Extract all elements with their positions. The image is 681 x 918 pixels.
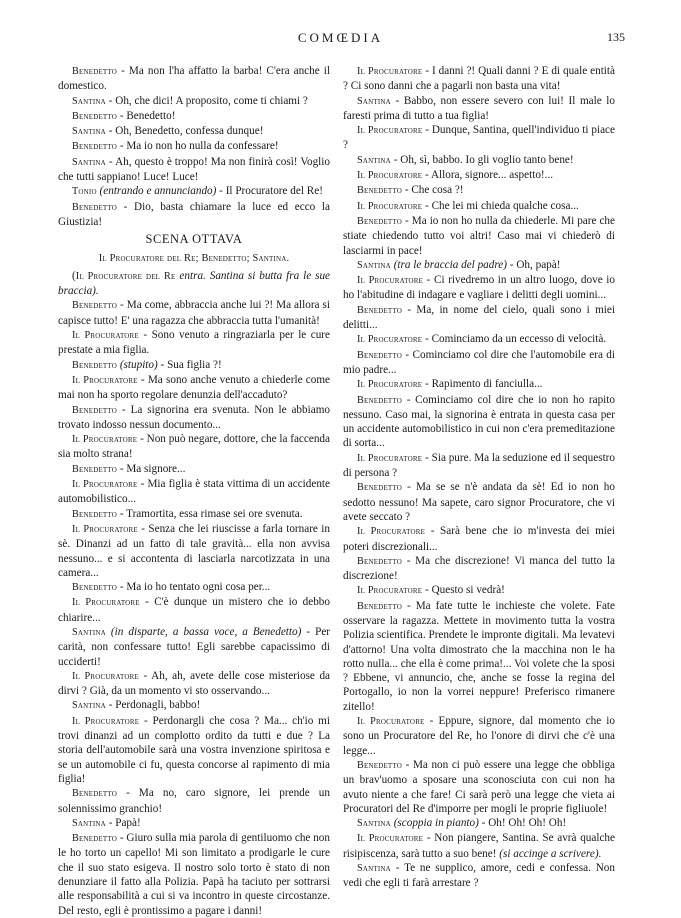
dialogue-line: Il Procuratore - Sarà bene che io m'investa dei miei poteri discrezionali... <box>343 525 615 553</box>
dialogue-line: Santina - Perdonagli, babbo! <box>72 699 201 712</box>
dialogue-line: Santina (in disparte, a bassa voce, a Benedetto) - Per carità, non confessare tutto! Egli sarebbe capacissimo di ucciderti! <box>58 625 331 668</box>
dialogue-text: Oh! Oh! Oh! Oh! <box>488 817 567 830</box>
stage-direction: (stupito) <box>119 358 158 371</box>
speaker-name: Santina <box>357 154 391 166</box>
speaker-name: Benedetto <box>72 359 118 371</box>
dialogue-line: Tonio (entrando e annunciando) - Il Procuratore del Re! <box>72 185 323 198</box>
dialogue-text: Sia pure. Ma la seduzione ed il sequestro di persona ? <box>343 451 615 480</box>
speaker-name: Benedetto <box>357 482 403 494</box>
dialogue-text: Ma che discrezione! Vi manca del tutto la discrezione! <box>343 554 615 583</box>
dialogue-text: Benedetto! <box>126 109 176 122</box>
dialogue-text: Ma sono anche venuto a chiederle come mai non ha sporto regolare denunzia dell'accaduto? <box>58 373 330 402</box>
dialogue-line: Benedetto - Ma che discrezione! Vi manca del tutto la discrezione! <box>343 554 615 583</box>
dialogue-text: Ma come, abbraccia anche lui ?! Ma allora si capisce tutto! E' una ragazza che abbraccia tutta l'umanità! <box>58 299 330 327</box>
dialogue-line: Benedetto - Ma io non ho nulla da confessare! <box>72 140 279 153</box>
stage-direction: (entrando e annunciando) <box>99 185 217 198</box>
dialogue-line: Il Procuratore - Dunque, Santina, quell'individuo ti piace ? <box>343 124 615 152</box>
dialogue-line: Il Procuratore - Mia figlia è stata vittima di un accidente automobilistico... <box>58 478 331 506</box>
speaker-name: Il Procuratore <box>72 374 138 386</box>
dialogue-text: Ah, questo è troppo! Ma non finirà così! Voglio che tutti sappiano! Luce! Luce! <box>58 155 330 184</box>
dialogue-line: Il Procuratore - Perdonargli che cosa ? Ma... ch'io mi trovi dinanzi ad un complotto ordito da tutti e due ? La storia dell'automobile sarà una vostra invenzione spiritosa e se un automobile ci fu, questa concorse al rapimento di mia figlia! <box>58 714 330 785</box>
dialogue-line: Santina (tra le braccia del padre) - Oh, papà! <box>357 258 561 271</box>
dialogue-text: Papà! <box>115 816 141 829</box>
scene-characters-text: Il Procuratore del Re; Benedetto; Santina. <box>98 252 290 264</box>
dialogue-line: Benedetto - Ma, in nome del cielo, quali sono i miei delitti... <box>343 303 615 332</box>
dialogue-text: Cominciamo da un eccesso di velocità. <box>431 333 607 346</box>
dialogue-line: Benedetto - Ma io ho tentato ogni cosa per... <box>72 581 271 594</box>
speaker-name: Il Procuratore <box>357 585 423 597</box>
dialogue-text: Oh, sì, babbo. Io gli voglio tanto bene! <box>400 153 574 166</box>
speaker-name: Santina <box>357 863 391 875</box>
dialogue-text: Che cosa ?! <box>411 184 464 197</box>
dialogue-line: Il Procuratore - Non può negare, dottore, che la faccenda sia molto strana! <box>58 433 330 461</box>
dialogue-text: C'è dunque un mistero che io debbo chiarire... <box>58 596 330 624</box>
speaker-name: Il Procuratore <box>357 275 424 287</box>
dialogue-line: Benedetto - Ma signore... <box>72 462 186 475</box>
dialogue-line: Benedetto - Ma io non ho nulla da chiederle. Mi pare che stiate chiedendo tutto voi altri! Caso mai vi chiederò di lasciarmi in pace! <box>343 214 615 257</box>
dialogue-line: Santina (scoppia in pianto) - Oh! Oh! Oh! Oh! <box>357 817 567 830</box>
speaker-name: Benedetto <box>72 463 118 475</box>
dialogue-line: Santina - Papà! <box>72 816 141 829</box>
speaker-name: Il Procuratore <box>357 125 423 137</box>
speaker-name: Benedetto <box>357 304 403 316</box>
dialogue-line: Benedetto - Ma non l'ha affatto la barba! C'era anche il domestico. <box>58 65 330 93</box>
dialogue-line: Il Procuratore - I danni ?! Quali danni ? E di quale entità ? Ci sono danni che a pagarli non basta una vita! <box>343 65 615 93</box>
dialogue-line: Benedetto - Cominciamo col dire che l'automobile era di mio padre... <box>343 348 615 376</box>
speaker-name: Benedetto <box>357 555 403 567</box>
speaker-name: Il Procuratore <box>357 379 423 391</box>
dialogue-text: Ma io non ho nulla da chiederle. Mi pare che stiate chiedendo tutto voi altri! Caso mai vi chiederò di lasciarmi in pace! <box>343 214 615 257</box>
speaker-name: Benedetto <box>357 185 403 197</box>
dialogue-line: Santina - Oh, sì, babbo. Io gli voglio tanto bene! <box>357 153 574 166</box>
dialogue-text: Oh, che dici! A proposito, come ti chiami ? <box>115 94 308 107</box>
dialogue-line: Santina - Ah, questo è troppo! Ma non finirà così! Voglio che tutti sappiano! Luce! Luce! <box>58 155 330 184</box>
dialogue-line: Benedetto - Giuro sulla mia parola di gentiluomo che non le ho torto un capello! Mi son limitato a prodigarle le cure che il suo stato esigeva. Il nostro solo torto è stato di non denunziare il fatto alla Polizia. Papà ha taciuto per sottrarsi alle responsabilità a cui si va incontro in queste circostanze. Del resto, egli è prontissimo a pagare i danni! <box>58 832 330 917</box>
dialogue-line: Benedetto - La signorina era svenuta. Non le abbiamo trovato indosso nessun documento... <box>58 403 330 431</box>
scene-characters <box>58 251 330 266</box>
dialogue-text: Ma no, caro signore, lei prende un solennissimo granchio! <box>58 787 330 815</box>
speaker-name: Il Procuratore <box>357 170 423 182</box>
dialogue-text: Mia figlia è stata vittima di un accidente automobilistico... <box>58 478 331 506</box>
dialogue-text: Dunque, Santina, quell'individuo ti piace ? <box>343 124 615 152</box>
speaker-name: Il Procuratore <box>72 523 138 535</box>
speaker-name: Benedetto <box>72 788 118 800</box>
stage-direction: (in disparte, a bassa voce, a Benedetto) <box>110 625 302 638</box>
dialogue-text: Ma non l'ha affatto la barba! C'era anche il domestico. <box>58 65 330 93</box>
dialogue-text: I danni ?! Quali danni ? E di quale entità ? Ci sono danni che a pagarli non basta una vita! <box>343 65 615 93</box>
speaker-name: Il Procuratore <box>357 716 425 728</box>
speaker-name: Benedetto <box>357 394 403 406</box>
dialogue-text: Giuro sulla mia parola di gentiluomo che non le ho torto un capello! Mi son limitato a prodigarle le cure che il suo stato esigeva. Il nostro solo torto è stato di non denunziare il fatto alla Polizia. Papà ha taciuto per sottrarsi alle responsabilità a cui si va incontro in queste circostanze. Del resto, egli è prontissimo a pagare i danni! <box>58 832 330 917</box>
dialogue-text: Sarà bene che io m'investa dei miei poteri discrezionali... <box>343 525 615 553</box>
dialogue-line: Il Procuratore - Sia pure. Ma la seduzione ed il sequestro di persona ? <box>343 451 615 480</box>
dialogue-text: Senza che lei riuscisse a farla tornare in sè. Dinanzi ad un fatto di tale gravità... ella non avvisa nessuno... e si accontenta di lasciarla narcotizzata in una camera... <box>58 522 330 579</box>
dialogue-text: Che lei mi chieda qualche cosa... <box>431 199 579 212</box>
page-number: 135 <box>607 30 625 44</box>
dialogue-line: Il Procuratore - C'è dunque un mistero che io debbo chiarire... <box>58 596 330 624</box>
left-column <box>58 64 330 918</box>
speaker-name: Il Procuratore <box>357 833 424 845</box>
dialogue-line: Benedetto - Cominciamo col dire che io non ho rapito nessuno. Caso mai, la signorina è entrata in questa casa per un accidente automobilistico in cui non c'era premeditazione di sorta... <box>343 393 615 450</box>
dialogue-text: Perdonargli che cosa ? Ma... ch'io mi trovi dinanzi ad un complotto ordito da tutti e due ? La storia dell'automobile sarà una vostra invenzione spiritosa e se un automobile ci fu, questa concorse al rapimento di mia figlia! <box>58 714 330 785</box>
speaker-name: Benedetto <box>72 201 118 213</box>
dialogue-text: Ma non ci può essere una legge che obbliga un brav'uomo a sposare una sconosciuta con cui non ha avuto niente a che fare! Ci sarà però una legge che vieta ai Procuratori del Re d'imporre per mogli le proprie figliuole! <box>343 758 616 815</box>
speaker-name: Il Procuratore <box>72 597 140 609</box>
stage-direction-text: entra. Santina si butta fra le sue braccia). <box>58 269 331 298</box>
speaker-name: Il Procuratore <box>72 715 140 727</box>
speaker-name: Santina <box>72 700 106 712</box>
speaker-name: Il Procuratore <box>357 66 423 77</box>
dialogue-text: Eppure, signore, dal momento che io sono un Procuratore del Re, ho l'onore di dirvi che c'è una legge... <box>343 715 615 757</box>
speaker-name: Benedetto <box>357 600 403 612</box>
dialogue-line: Il Procuratore - Sono venuto a ringraziarla per le cure prestate a mia figlia. <box>58 329 330 357</box>
speaker-name: Il Procuratore <box>72 479 138 491</box>
dialogue-line: Il Procuratore - Allora, signore... aspetto!... <box>357 169 554 182</box>
dialogue-text: Il Procuratore del Re! <box>225 185 323 198</box>
dialogue-line: Il Procuratore - Che lei mi chieda qualche cosa... <box>357 199 579 212</box>
dialogue-line: Benedetto - Ma come, abbraccia anche lui ?! Ma allora si capisce tutto! E' una ragazza che abbraccia tutta l'umanità! <box>58 299 330 327</box>
dialogue-text: Ma io ho tentato ogni cosa per... <box>126 581 271 594</box>
dialogue-text: Ci rivedremo in un altro luogo, dove io ho l'abitudine di indagare e vagliare i delitti degli uomini... <box>343 274 615 302</box>
speaker-name: Benedetto <box>72 404 118 416</box>
dialogue-line: Il Procuratore - Questo si vedrà! <box>357 584 505 597</box>
speaker-name: Santina <box>357 818 391 830</box>
speaker-name: Benedetto <box>357 349 403 361</box>
dialogue-line: Il Procuratore - Ah, ah, avete delle cose misteriose da dirvi ? Già, da un momento vi sto osservando... <box>58 669 330 698</box>
speaker-name: Il Procuratore del Re <box>75 270 176 282</box>
stage-direction: (Il Procuratore del Re entra. Santina si butta fra le sue braccia). <box>58 269 331 298</box>
dialogue-text: Allora, signore... aspetto!... <box>430 169 554 182</box>
dialogue-line: Il Procuratore - Eppure, signore, dal momento che io sono un Procuratore del Re, ho l'onore di dirvi che c'è una legge... <box>343 715 615 757</box>
speaker-name: Benedetto <box>72 110 118 122</box>
dialogue-text: Perdonagli, babbo! <box>115 699 201 712</box>
speaker-name: Benedetto <box>72 300 118 312</box>
dialogue-line: Benedetto - Tramortita, essa rimase sei ore svenuta. <box>72 507 303 520</box>
dialogue-line: Il Procuratore - Cominciamo da un eccesso di velocità. <box>357 333 607 346</box>
speaker-name: Santina <box>72 817 106 829</box>
speaker-name: Santina <box>72 126 106 138</box>
dialogue-text: Oh, papà! <box>516 258 561 271</box>
dialogue-text: Ma se se n'è andata da sè! Ed io non ho sedotto nessuno! Ma sapete, caro signor Procuratore, che vi avete seccato ? <box>343 481 615 523</box>
dialogue-line: Benedetto - Ma no, caro signore, lei prende un solennissimo granchio! <box>58 787 330 815</box>
speaker-name: Santina <box>357 259 391 271</box>
dialogue-line: Il Procuratore - Ci rivedremo in un altro luogo, dove io ho l'abitudine di indagare e vagliare i delitti degli uomini... <box>343 274 615 302</box>
speaker-name: Il Procuratore <box>357 334 423 346</box>
dialogue-line: Santina - Oh, che dici! A proposito, come ti chiami ? <box>72 94 308 107</box>
dialogue-text: Dio, basta chiamare la luce ed ecco la Giustizia! <box>58 200 330 228</box>
dialogue-line: Benedetto - Che cosa ?! <box>357 184 464 197</box>
speaker-name: Il Procuratore <box>357 200 423 212</box>
speaker-name: Santina <box>72 95 106 107</box>
dialogue-line: Santina - Te ne supplico, amore, cedi e confessa. Non vedi che egli ti farà arrestare ? <box>343 862 615 890</box>
stage-direction: (tra le braccia del padre) <box>393 258 507 271</box>
scene-title-text: SCENA OTTAVA <box>145 232 243 247</box>
running-title: COMŒDIA <box>297 30 384 45</box>
dialogue-text: Ma signore... <box>126 462 186 475</box>
dialogue-line: Il Procuratore - Rapimento di fanciulla... <box>357 378 543 391</box>
speaker-name: Benedetto <box>72 833 118 845</box>
page-header <box>0 30 681 50</box>
dialogue-line: Benedetto (stupito) - Sua figlia ?! <box>72 358 222 371</box>
dialogue-line: Benedetto - Ma se se n'è andata da sè! Ed io non ho sedotto nessuno! Ma sapete, caro signor Procuratore, che vi avete seccato ? <box>343 481 615 523</box>
speaker-name: Il Procuratore <box>72 330 139 342</box>
dialogue-line: Santina - Oh, Benedetto, confessa dunque! <box>72 125 264 138</box>
dialogue-text: La signorina era svenuta. Non le abbiamo trovato indosso nessun documento... <box>58 403 330 431</box>
speaker-name: Benedetto <box>72 508 118 520</box>
dialogue-text: Cominciamo col dire che l'automobile era di mio padre... <box>343 348 615 376</box>
dialogue-line: Il Procuratore - Senza che lei riuscisse a farla tornare in sè. Dinanzi ad un fatto di tale gravità... ella non avvisa nessuno... e si accontenta di lasciarla narcotizzata in una camera... <box>58 522 330 579</box>
dialogue-line: Benedetto - Dio, basta chiamare la luce ed ecco la Giustizia! <box>58 200 330 228</box>
dialogue-text: Babbo, non essere severo con lui! Il male lo faresti prima di tutto a tua figlia! <box>343 94 616 122</box>
speaker-name: Benedetto <box>357 215 403 227</box>
dialogue-line: Il Procuratore - Ma sono anche venuto a chiederle come mai non ha sporto regolare denunzia dell'accaduto? <box>58 373 330 402</box>
dialogue-text: Ma, in nome del cielo, quali sono i miei delitti... <box>343 303 615 332</box>
speaker-name: Santina <box>357 95 391 107</box>
speaker-name: Benedetto <box>72 141 118 153</box>
dialogue-text: Questo si vedrà! <box>431 584 505 597</box>
dialogue-text: Sono venuto a ringraziarla per le cure prestate a mia figlia. <box>58 329 330 357</box>
dialogue-text: Oh, Benedetto, confessa dunque! <box>115 125 264 138</box>
speaker-name: Il Procuratore <box>357 452 423 464</box>
speaker-name: Il Procuratore <box>357 526 426 538</box>
dialogue-line: Benedetto - Ma non ci può essere una legge che obbliga un brav'uomo a sposare una sconosciuta con cui non ha avuto niente a che fare! Ci sarà però una legge che vieta ai Procuratori del Re d'imporre per mogli le proprie figliuole! <box>343 758 616 815</box>
speaker-name: Il Procuratore <box>72 434 138 446</box>
dialogue-text: Te ne supplico, amore, cedi e confessa. Non vedi che egli ti farà arrestare ? <box>343 862 615 890</box>
dialogue-text: Ah, ah, avete delle cose misteriose da dirvi ? Già, da un momento vi sto osservando... <box>58 669 330 698</box>
dialogue-text: Non può negare, dottore, che la faccenda sia molto strana! <box>58 433 330 461</box>
dialogue-line: Benedetto - Benedetto! <box>72 109 176 122</box>
speaker-name: Benedetto <box>357 759 403 771</box>
dialogue-text: Sua figlia ?! <box>167 358 222 371</box>
right-column <box>343 64 615 891</box>
dialogue-line: Il Procuratore - Non piangere, Santina. Se avrà qualche risipiscenza, sarà tutto a suo bene! (si accinge a scrivere). <box>343 832 615 860</box>
dialogue-text: Per carità, non confessare tutto! Egli sarebbe capacissimo di ucciderti! <box>58 625 331 668</box>
scene-title <box>58 232 330 246</box>
dialogue-text: Rapimento di fanciulla... <box>431 378 543 391</box>
speaker-name: Santina <box>72 626 106 638</box>
speaker-name: Il Procuratore <box>72 670 139 682</box>
speaker-name: Tonio <box>72 186 97 198</box>
speaker-name: Benedetto <box>72 66 118 77</box>
dialogue-text: Non piangere, Santina. Se avrà qualche risipiscenza, sarà tutto a suo bene! <box>343 832 615 860</box>
stage-direction: (si accinge a scrivere). <box>499 847 602 860</box>
speaker-name: Benedetto <box>72 582 118 594</box>
dialogue-line: Benedetto - Ma fate tutte le inchieste che volete. Fate osservare la ragazza. Mettete in movimento tutta la vostra Polizia scientifica. Prendete le impronte digitali. Ma levatevi d'attorno! Una volta dimostrato che la macchina non le ha rotto nulla... che ella è come prima!... Voi volete che la sposi ? Ebbene, vi annuncio, che, anche se fosse la regina del Portogallo, io non la vorrei neppure! Preferisco rimanere zitello! <box>343 599 615 713</box>
dialogue-text: Tramortita, essa rimase sei ore svenuta. <box>126 507 303 520</box>
dialogue-text: Ma fate tutte le inchieste che volete. Fate osservare la ragazza. Mettete in movimento tutta la vostra Polizia scientifica. Prendete le impronte digitali. Ma levatevi d'attorno! Una volta dimostrato che la macchina non le ha rotto nulla... che ella è come prima!... Voi volete che la sposi ? Ebbene, vi annuncio, che, anche se fosse la regina del Portogallo, io non la vorrei neppure! Preferisco rimanere zitello! <box>343 599 615 713</box>
speaker-name: Santina <box>72 156 106 168</box>
dialogue-text: Cominciamo col dire che io non ho rapito nessuno. Caso mai, la signorina è entrata in questa casa per un accidente automobilistico in cui non c'era premeditazione di sorta... <box>343 393 615 450</box>
dialogue-text: Ma io non ho nulla da confessare! <box>126 140 279 153</box>
dialogue-line: Santina - Babbo, non essere severo con lui! Il male lo faresti prima di tutto a tua figlia! <box>343 94 616 122</box>
stage-direction: (scoppia in pianto) <box>393 817 479 830</box>
